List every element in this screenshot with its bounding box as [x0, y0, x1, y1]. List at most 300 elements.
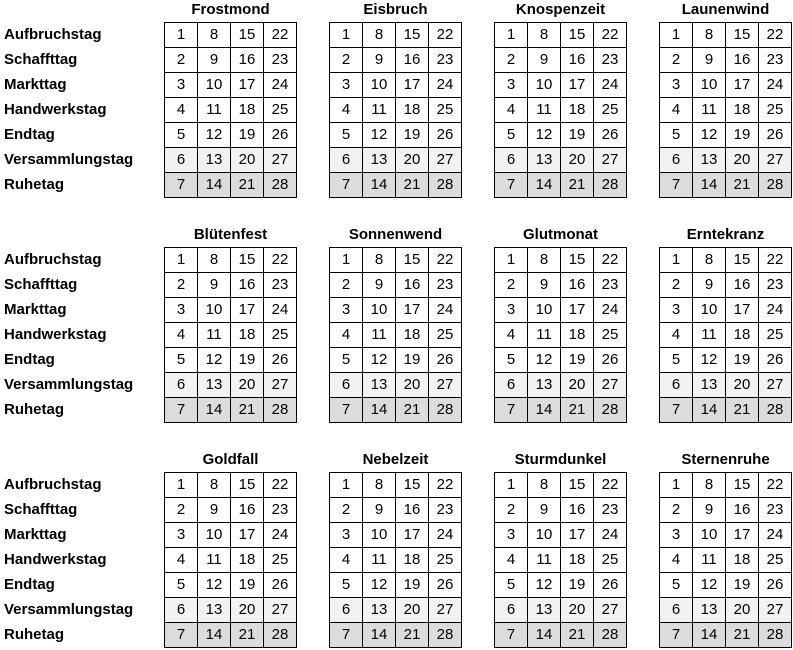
day-cell: 10: [693, 298, 726, 323]
day-cell: 26: [429, 573, 462, 598]
week-row: [495, 548, 627, 573]
week-row: [165, 148, 297, 173]
day-cell: 9: [198, 498, 231, 523]
day-cell: 26: [594, 573, 627, 598]
day-cell: 6: [165, 148, 198, 173]
week-row: [330, 523, 462, 548]
weekday-label: Markttag: [4, 76, 67, 93]
day-cell: 1: [660, 23, 693, 48]
day-cell: 8: [363, 473, 396, 498]
day-cell: 24: [594, 73, 627, 98]
day-cell: 24: [264, 523, 297, 548]
week-row: [165, 173, 297, 198]
day-cell: 10: [693, 73, 726, 98]
week-row: [660, 73, 792, 98]
day-cell: 15: [561, 473, 594, 498]
day-cell: 8: [198, 473, 231, 498]
month-day-grid: [329, 22, 462, 198]
day-cell: 23: [594, 498, 627, 523]
day-cell: 12: [528, 573, 561, 598]
weekday-labels: [4, 247, 164, 422]
day-cell: 16: [396, 273, 429, 298]
week-row: [165, 98, 297, 123]
week-row: [660, 498, 792, 523]
week-row: [165, 473, 297, 498]
day-cell: 23: [759, 498, 792, 523]
day-cell: 4: [495, 548, 528, 573]
week-row: [330, 123, 462, 148]
day-cell: 1: [165, 473, 198, 498]
day-cell: 19: [561, 348, 594, 373]
day-cell: 23: [759, 48, 792, 73]
day-cell: 14: [528, 173, 561, 198]
day-cell: 20: [231, 373, 264, 398]
day-cell: 9: [363, 498, 396, 523]
day-cell: 17: [231, 298, 264, 323]
day-cell: 13: [528, 148, 561, 173]
weekday-label: Ruhetag: [4, 626, 64, 643]
week-row: [660, 373, 792, 398]
day-cell: 4: [660, 548, 693, 573]
day-cell: 16: [396, 48, 429, 73]
week-row: [660, 173, 792, 198]
day-cell: 27: [594, 373, 627, 398]
day-cell: 25: [429, 98, 462, 123]
day-cell: 18: [726, 323, 759, 348]
day-cell: 21: [396, 398, 429, 423]
week-row: [330, 73, 462, 98]
weekday-label: Schaffttag: [4, 501, 78, 518]
day-cell: 28: [594, 173, 627, 198]
day-cell: 25: [429, 323, 462, 348]
weekday-labels: [4, 22, 164, 197]
weekday-label: Endtag: [4, 576, 55, 593]
day-cell: 22: [594, 473, 627, 498]
day-cell: 16: [561, 498, 594, 523]
day-cell: 25: [759, 98, 792, 123]
month-day-grid: [494, 22, 627, 198]
day-cell: 23: [429, 498, 462, 523]
day-cell: 27: [759, 373, 792, 398]
weekday-label: Markttag: [4, 526, 67, 543]
week-row: [165, 248, 297, 273]
day-cell: 24: [264, 73, 297, 98]
day-cell: 16: [561, 273, 594, 298]
day-cell: 4: [330, 323, 363, 348]
week-row: [330, 323, 462, 348]
day-cell: 14: [198, 173, 231, 198]
day-cell: 26: [264, 348, 297, 373]
week-row: [330, 48, 462, 73]
day-cell: 25: [264, 98, 297, 123]
week-row: [165, 548, 297, 573]
calendar-row-3: [0, 450, 793, 650]
day-cell: 8: [198, 248, 231, 273]
week-row: [330, 598, 462, 623]
day-cell: 14: [693, 173, 726, 198]
week-row: [495, 48, 627, 73]
week-row: [495, 398, 627, 423]
day-cell: 18: [561, 323, 594, 348]
week-row: [660, 598, 792, 623]
week-row: [495, 148, 627, 173]
weekday-label: Schaffttag: [4, 51, 78, 68]
week-row: [165, 398, 297, 423]
week-row: [165, 373, 297, 398]
month-title: Blütenfest: [193, 226, 268, 243]
day-cell: 25: [594, 98, 627, 123]
day-cell: 26: [429, 348, 462, 373]
day-cell: 17: [396, 523, 429, 548]
day-cell: 23: [594, 273, 627, 298]
day-cell: 12: [363, 123, 396, 148]
day-cell: 20: [726, 598, 759, 623]
month-title: Glutmonat: [523, 226, 598, 243]
day-cell: 22: [759, 23, 792, 48]
weekday-label: Aufbruchstag: [4, 476, 102, 493]
month-title: Erntekranz: [686, 226, 765, 243]
day-cell: 14: [198, 623, 231, 648]
day-cell: 13: [693, 373, 726, 398]
day-cell: 16: [726, 273, 759, 298]
day-cell: 15: [396, 248, 429, 273]
day-cell: 3: [330, 298, 363, 323]
day-cell: 12: [528, 348, 561, 373]
month-block: [164, 450, 297, 648]
day-cell: 13: [198, 598, 231, 623]
week-row: [165, 73, 297, 98]
week-row: [495, 348, 627, 373]
week-row: [165, 273, 297, 298]
day-cell: 19: [396, 123, 429, 148]
day-cell: 27: [594, 598, 627, 623]
day-cell: 11: [693, 98, 726, 123]
day-cell: 18: [561, 98, 594, 123]
day-cell: 11: [198, 323, 231, 348]
day-cell: 5: [495, 123, 528, 148]
day-cell: 14: [693, 398, 726, 423]
day-cell: 24: [594, 298, 627, 323]
day-cell: 5: [495, 348, 528, 373]
day-cell: 24: [429, 523, 462, 548]
week-row: [660, 123, 792, 148]
day-cell: 19: [726, 123, 759, 148]
weekday-label: Handwerkstag: [4, 101, 107, 118]
month-block: [164, 0, 297, 198]
day-cell: 12: [693, 348, 726, 373]
day-cell: 1: [330, 23, 363, 48]
day-cell: 7: [495, 173, 528, 198]
day-cell: 4: [660, 98, 693, 123]
week-row: [330, 573, 462, 598]
day-cell: 2: [330, 498, 363, 523]
week-row: [660, 323, 792, 348]
day-cell: 26: [264, 123, 297, 148]
day-cell: 3: [165, 73, 198, 98]
week-row: [660, 248, 792, 273]
day-cell: 27: [429, 373, 462, 398]
week-row: [495, 323, 627, 348]
day-cell: 11: [363, 323, 396, 348]
month-block: [329, 225, 462, 423]
day-cell: 17: [231, 523, 264, 548]
day-cell: 3: [660, 298, 693, 323]
day-cell: 11: [198, 548, 231, 573]
day-cell: 28: [594, 398, 627, 423]
week-row: [165, 523, 297, 548]
day-cell: 7: [330, 623, 363, 648]
day-cell: 19: [396, 573, 429, 598]
day-cell: 28: [429, 173, 462, 198]
day-cell: 22: [594, 248, 627, 273]
day-cell: 27: [759, 598, 792, 623]
week-row: [330, 548, 462, 573]
day-cell: 9: [528, 48, 561, 73]
day-cell: 1: [330, 473, 363, 498]
week-row: [495, 298, 627, 323]
day-cell: 17: [561, 73, 594, 98]
day-cell: 21: [231, 398, 264, 423]
day-cell: 9: [528, 498, 561, 523]
week-row: [495, 23, 627, 48]
day-cell: 21: [726, 173, 759, 198]
month-day-grid: [659, 22, 792, 198]
day-cell: 1: [495, 23, 528, 48]
month-title: Sonnenwend: [348, 226, 443, 243]
day-cell: 14: [528, 398, 561, 423]
day-cell: 14: [363, 398, 396, 423]
day-cell: 15: [231, 473, 264, 498]
day-cell: 28: [429, 623, 462, 648]
week-row: [165, 298, 297, 323]
week-row: [495, 623, 627, 648]
day-cell: 11: [528, 323, 561, 348]
day-cell: 1: [165, 23, 198, 48]
month-day-grid: [659, 472, 792, 648]
day-cell: 28: [429, 398, 462, 423]
day-cell: 7: [330, 398, 363, 423]
day-cell: 15: [396, 23, 429, 48]
week-row: [165, 348, 297, 373]
day-cell: 11: [363, 548, 396, 573]
day-cell: 15: [231, 248, 264, 273]
week-row: [495, 373, 627, 398]
day-cell: 13: [528, 598, 561, 623]
day-cell: 9: [693, 498, 726, 523]
day-cell: 19: [231, 348, 264, 373]
day-cell: 1: [660, 473, 693, 498]
day-cell: 26: [594, 123, 627, 148]
week-row: [165, 323, 297, 348]
day-cell: 28: [594, 623, 627, 648]
day-cell: 18: [561, 548, 594, 573]
day-cell: 21: [561, 398, 594, 423]
day-cell: 4: [330, 98, 363, 123]
day-cell: 24: [264, 298, 297, 323]
month-day-grid: [164, 22, 297, 198]
day-cell: 15: [561, 23, 594, 48]
day-cell: 24: [594, 523, 627, 548]
day-cell: 22: [594, 23, 627, 48]
day-cell: 8: [693, 248, 726, 273]
day-cell: 21: [396, 173, 429, 198]
day-cell: 17: [726, 73, 759, 98]
day-cell: 6: [330, 373, 363, 398]
day-cell: 16: [726, 498, 759, 523]
day-cell: 19: [231, 123, 264, 148]
month-title: Knospenzeit: [515, 1, 606, 18]
month-day-grid: [329, 247, 462, 423]
day-cell: 12: [198, 348, 231, 373]
day-cell: 1: [330, 248, 363, 273]
day-cell: 10: [363, 298, 396, 323]
week-row: [330, 273, 462, 298]
day-cell: 28: [759, 623, 792, 648]
day-cell: 6: [330, 598, 363, 623]
day-cell: 9: [198, 273, 231, 298]
month-block: [494, 225, 627, 423]
week-row: [495, 123, 627, 148]
day-cell: 21: [231, 173, 264, 198]
day-cell: 5: [330, 348, 363, 373]
day-cell: 7: [165, 173, 198, 198]
week-row: [660, 623, 792, 648]
day-cell: 5: [165, 573, 198, 598]
day-cell: 6: [495, 373, 528, 398]
week-row: [330, 373, 462, 398]
day-cell: 18: [231, 323, 264, 348]
day-cell: 28: [759, 398, 792, 423]
month-day-grid: [329, 472, 462, 648]
day-cell: 2: [495, 498, 528, 523]
day-cell: 17: [396, 73, 429, 98]
day-cell: 11: [528, 98, 561, 123]
day-cell: 10: [363, 523, 396, 548]
day-cell: 3: [330, 73, 363, 98]
week-row: [165, 123, 297, 148]
day-cell: 23: [759, 273, 792, 298]
day-cell: 22: [429, 473, 462, 498]
day-cell: 22: [429, 248, 462, 273]
day-cell: 12: [363, 348, 396, 373]
day-cell: 17: [726, 523, 759, 548]
day-cell: 10: [528, 523, 561, 548]
week-row: [495, 173, 627, 198]
month-block: [659, 225, 792, 423]
day-cell: 17: [726, 298, 759, 323]
day-cell: 11: [693, 323, 726, 348]
week-row: [660, 473, 792, 498]
day-cell: 8: [693, 473, 726, 498]
day-cell: 2: [660, 48, 693, 73]
day-cell: 26: [759, 348, 792, 373]
day-cell: 16: [231, 48, 264, 73]
day-cell: 2: [330, 48, 363, 73]
day-cell: 26: [429, 123, 462, 148]
day-cell: 4: [165, 548, 198, 573]
day-cell: 11: [363, 98, 396, 123]
calendar-row-2: [0, 225, 793, 425]
day-cell: 26: [759, 123, 792, 148]
week-row: [330, 398, 462, 423]
day-cell: 21: [561, 173, 594, 198]
weekday-label: Aufbruchstag: [4, 251, 102, 268]
day-cell: 21: [231, 623, 264, 648]
day-cell: 6: [660, 373, 693, 398]
day-cell: 25: [759, 548, 792, 573]
day-cell: 20: [231, 598, 264, 623]
month-block: [494, 450, 627, 648]
week-row: [330, 348, 462, 373]
day-cell: 13: [363, 148, 396, 173]
day-cell: 7: [330, 173, 363, 198]
weekday-label: Ruhetag: [4, 176, 64, 193]
day-cell: 15: [726, 473, 759, 498]
weekday-label: Aufbruchstag: [4, 26, 102, 43]
week-row: [330, 623, 462, 648]
day-cell: 20: [396, 598, 429, 623]
day-cell: 22: [759, 248, 792, 273]
day-cell: 18: [396, 323, 429, 348]
day-cell: 25: [264, 323, 297, 348]
day-cell: 20: [561, 598, 594, 623]
week-row: [660, 348, 792, 373]
day-cell: 25: [429, 548, 462, 573]
day-cell: 12: [198, 573, 231, 598]
week-row: [330, 248, 462, 273]
day-cell: 28: [264, 173, 297, 198]
day-cell: 1: [660, 248, 693, 273]
week-row: [165, 23, 297, 48]
day-cell: 21: [396, 623, 429, 648]
day-cell: 26: [759, 573, 792, 598]
weekday-label: Ruhetag: [4, 401, 64, 418]
day-cell: 8: [198, 23, 231, 48]
day-cell: 20: [396, 148, 429, 173]
day-cell: 27: [264, 373, 297, 398]
day-cell: 17: [231, 73, 264, 98]
day-cell: 15: [726, 23, 759, 48]
day-cell: 20: [561, 148, 594, 173]
day-cell: 2: [165, 498, 198, 523]
day-cell: 21: [726, 623, 759, 648]
day-cell: 7: [660, 623, 693, 648]
week-row: [495, 498, 627, 523]
day-cell: 15: [726, 248, 759, 273]
day-cell: 5: [165, 348, 198, 373]
day-cell: 25: [264, 548, 297, 573]
calendar-row-1: [0, 0, 793, 200]
day-cell: 3: [330, 523, 363, 548]
day-cell: 9: [363, 48, 396, 73]
day-cell: 5: [330, 573, 363, 598]
week-row: [330, 23, 462, 48]
week-row: [660, 398, 792, 423]
day-cell: 20: [561, 373, 594, 398]
day-cell: 23: [264, 498, 297, 523]
day-cell: 1: [165, 248, 198, 273]
day-cell: 23: [594, 48, 627, 73]
weekday-label: Endtag: [4, 126, 55, 143]
day-cell: 22: [264, 473, 297, 498]
day-cell: 23: [264, 273, 297, 298]
day-cell: 23: [429, 48, 462, 73]
day-cell: 11: [693, 548, 726, 573]
day-cell: 19: [231, 573, 264, 598]
week-row: [165, 623, 297, 648]
day-cell: 10: [363, 73, 396, 98]
day-cell: 9: [693, 48, 726, 73]
